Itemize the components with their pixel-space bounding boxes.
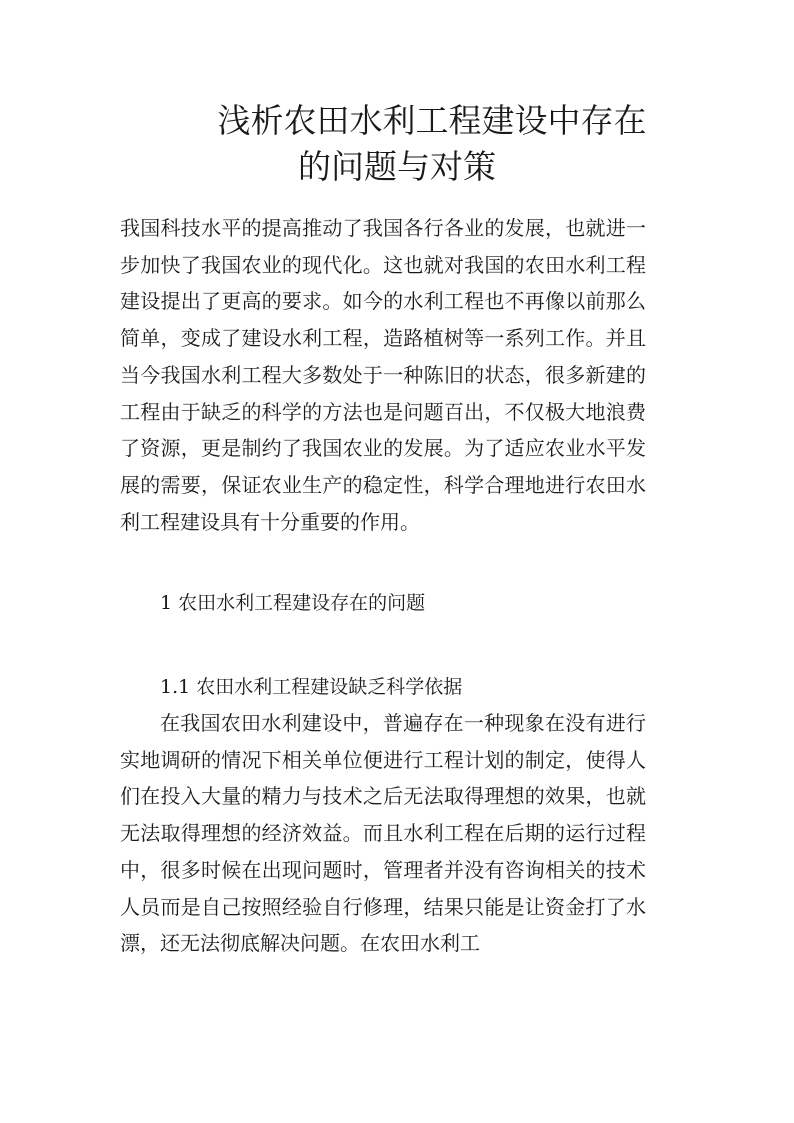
- document-title: [0, 98, 794, 190]
- title-line-2: 的问题与对策: [298, 147, 496, 186]
- section-1-heading: 1 农田水利工程建设存在的问题: [160, 592, 426, 614]
- subsection-1-1-paragraph: 在我国农田水利建设中，普遍存在一种现象在没有进行实地调研的情况下相关单位便进行工程计划的制定，使得人们在投入大量的精力与技术之后无法取得理想的效果，也就无法取得理想的经济效益。而且水利工程在后期的运行过程中，很多时候在出现问题时，管理者并没有咨询相关的技术人员而是自己按照经验自行修理，结果只能是让资金打了水漂，还无法彻底解决问题。在农田水利工: [120, 711, 646, 956]
- subsection-1-1-heading: 1.1 农田水利工程建设缺乏科学依据: [160, 676, 463, 698]
- title-line-1: 浅析农田水利工程建设中存在: [217, 101, 647, 140]
- intro-paragraph: 我国科技水平的提高推动了我国各行各业的发展，也就进一步加快了我国农业的现代化。这也就对我国的农田水利工程建设提出了更高的要求。如今的水利工程也不再像以前那么简单，变成了建设水利工程，造路植树等一系列工作。并且当今我国水利工程大多数处于一种陈旧的状态，很多新建的工程由于缺乏的科学的方法也是问题百出，不仅极大地浪费了资源，更是制约了我国农业的发展。为了适应农业水平发展的需要，保证农业生产的稳定性，科学合理地进行农田水利工程建设具有十分重要的作用。: [120, 216, 646, 534]
